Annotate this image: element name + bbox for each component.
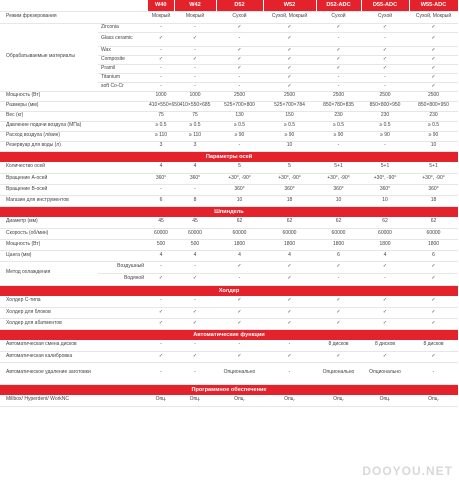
table-row xyxy=(0,340,458,351)
value-cell: ✓ xyxy=(216,64,263,73)
value-cell: ✓ xyxy=(409,73,458,82)
row-label: Расход воздуха (л/мин) xyxy=(0,131,148,141)
value-cell: ≥ 90 xyxy=(216,131,263,141)
material-name: Pramil xyxy=(98,64,148,73)
value-cell: ✓ xyxy=(361,46,409,55)
value-cell: 62 xyxy=(216,217,263,228)
value-cell: ✓ xyxy=(316,307,361,318)
value-cell: +30°, -90° xyxy=(216,173,263,184)
row-label: Холдер для абатментов xyxy=(0,318,148,329)
row-label: Холдер для блоков xyxy=(0,307,148,318)
value-cell: - xyxy=(174,261,216,273)
value-cell: - xyxy=(361,82,409,91)
value-cell: - xyxy=(174,340,216,351)
cooling-row xyxy=(0,261,458,273)
value-cell: Мокрый xyxy=(148,11,174,23)
value-cell: Опц. xyxy=(216,395,263,406)
value-cell: - xyxy=(316,73,361,82)
value-cell: 500 xyxy=(174,239,216,250)
value-cell: 130 xyxy=(216,111,263,121)
value-cell: ≥ 0.5 xyxy=(216,121,263,131)
value-cell: ✓ xyxy=(216,318,263,329)
value-cell: 10 xyxy=(216,195,263,206)
value-cell: 6 xyxy=(148,195,174,206)
value-cell: ✓ xyxy=(174,32,216,46)
value-cell: ≥ 0.5 xyxy=(263,121,316,131)
value-cell: - xyxy=(216,73,263,82)
value-cell: ✓ xyxy=(361,23,409,32)
value-cell: ✓ xyxy=(263,55,316,64)
table-row xyxy=(0,318,458,329)
value-cell: 75 xyxy=(148,111,174,121)
table-row xyxy=(0,121,458,131)
value-cell: 360° xyxy=(263,184,316,195)
value-cell: ✓ xyxy=(263,273,316,285)
value-cell: ✓ xyxy=(409,307,458,318)
value-cell: 60000 xyxy=(409,228,458,239)
value-cell: - xyxy=(361,273,409,285)
row-label: Размеры (мм) xyxy=(0,101,148,111)
value-cell: ✓ xyxy=(216,46,263,55)
value-cell: ✓ xyxy=(148,307,174,318)
value-cell: ✓ xyxy=(263,32,316,46)
value-cell: 8 xyxy=(174,195,216,206)
header-empty xyxy=(0,0,148,11)
value-cell: ✓ xyxy=(409,318,458,329)
value-cell: ✓ xyxy=(409,46,458,55)
value-cell: +30°, -90° xyxy=(409,173,458,184)
value-cell: ✓ xyxy=(263,23,316,32)
table-row xyxy=(0,296,458,307)
table-row xyxy=(0,351,458,362)
value-cell: Опц. xyxy=(409,395,458,406)
value-cell: ✓ xyxy=(216,307,263,318)
value-cell: 60000 xyxy=(174,228,216,239)
value-cell: ✓ xyxy=(216,55,263,64)
value-cell: 360° xyxy=(148,173,174,184)
value-cell: 2500 xyxy=(409,91,458,101)
value-cell: Опционально xyxy=(361,362,409,384)
value-cell: ✓ xyxy=(316,55,361,64)
value-cell: 3 xyxy=(148,141,174,151)
value-cell: - xyxy=(216,82,263,91)
section-row xyxy=(0,285,458,296)
value-cell: - xyxy=(263,340,316,351)
value-cell: 4 xyxy=(216,250,263,261)
section-row xyxy=(0,206,458,217)
value-cell: ✓ xyxy=(216,23,263,32)
value-cell: 4 xyxy=(361,250,409,261)
table-row xyxy=(0,307,458,318)
value-cell: 10 xyxy=(409,141,458,151)
value-cell: ✓ xyxy=(316,261,361,273)
value-cell: 1000 xyxy=(148,91,174,101)
value-cell: 150 xyxy=(263,111,316,121)
value-cell: Опц. xyxy=(174,395,216,406)
value-cell: ✓ xyxy=(216,261,263,273)
value-cell: ✓ xyxy=(409,273,458,285)
section-row xyxy=(0,151,458,162)
section-row xyxy=(0,329,458,340)
value-cell: 4 xyxy=(174,250,216,261)
value-cell: 4 xyxy=(148,162,174,173)
value-cell: 230 xyxy=(361,111,409,121)
section-title: Холдер xyxy=(0,285,458,296)
row-label: Мощность (Вт) xyxy=(0,239,148,250)
value-cell: ✓ xyxy=(148,318,174,329)
value-cell: 4 xyxy=(263,250,316,261)
materials-label: Обрабатываемые материалы xyxy=(0,23,98,91)
table-row xyxy=(0,101,458,111)
value-cell: 3 xyxy=(174,141,216,151)
value-cell: - xyxy=(316,82,361,91)
value-cell: 45 xyxy=(148,217,174,228)
header-model: W55-ADC xyxy=(409,0,458,11)
value-cell: ≥ 0.5 xyxy=(409,121,458,131)
value-cell: 60000 xyxy=(263,228,316,239)
value-cell: 1800 xyxy=(361,239,409,250)
table-row xyxy=(0,195,458,206)
section-title: Шпиндель xyxy=(0,206,458,217)
value-cell: - xyxy=(148,23,174,32)
value-cell: - xyxy=(174,184,216,195)
row-label: Мощность (Вт) xyxy=(0,91,148,101)
value-cell: 10 xyxy=(316,195,361,206)
material-row xyxy=(0,23,458,32)
value-cell: 2500 xyxy=(216,91,263,101)
material-name: Zirconia xyxy=(98,23,148,32)
value-cell: Сухой, Мокрый xyxy=(263,11,316,23)
material-name: Glass ceramic xyxy=(98,32,148,46)
row-label: Холдер C-типа xyxy=(0,296,148,307)
value-cell: 1800 xyxy=(409,239,458,250)
value-cell: Опц. xyxy=(148,395,174,406)
value-cell: 60000 xyxy=(361,228,409,239)
value-cell: ✓ xyxy=(361,318,409,329)
value-cell: 18 xyxy=(263,195,316,206)
value-cell: ≥ 0.5 xyxy=(174,121,216,131)
value-cell: - xyxy=(409,362,458,384)
section-title: Автоматические функции xyxy=(0,329,458,340)
value-cell: ≥ 0.5 xyxy=(316,121,361,131)
value-cell: 2500 xyxy=(316,91,361,101)
value-cell: 45 xyxy=(174,217,216,228)
row-label: Автоматическая смена дисков xyxy=(0,340,148,351)
value-cell: ✓ xyxy=(409,32,458,46)
value-cell: +30°, -90° xyxy=(263,173,316,184)
row-label: Режим фрезерования xyxy=(0,11,148,23)
value-cell: 850×800×950 xyxy=(409,101,458,111)
value-cell: - xyxy=(148,82,174,91)
value-cell: 8 дисков xyxy=(361,340,409,351)
value-cell: 60000 xyxy=(148,228,174,239)
value-cell: - xyxy=(316,141,361,151)
value-cell: ✓ xyxy=(263,307,316,318)
value-cell: Мокрый xyxy=(174,11,216,23)
value-cell: - xyxy=(148,184,174,195)
table-row xyxy=(0,111,458,121)
table-row xyxy=(0,250,458,261)
value-cell: 60000 xyxy=(216,228,263,239)
row-label: Вращение В-осей xyxy=(0,184,148,195)
value-cell: ✓ xyxy=(361,307,409,318)
value-cell: Сухой, Мокрый xyxy=(409,11,458,23)
value-cell: ✓ xyxy=(361,64,409,73)
value-cell: 5+1 xyxy=(361,162,409,173)
value-cell: - xyxy=(148,340,174,351)
value-cell: ✓ xyxy=(361,261,409,273)
value-cell: - xyxy=(216,141,263,151)
value-cell: 5 xyxy=(216,162,263,173)
value-cell: ✓ xyxy=(148,55,174,64)
value-cell: - xyxy=(263,362,316,384)
header-model: W40 xyxy=(148,0,174,11)
value-cell: +30°, -90° xyxy=(316,173,361,184)
value-cell: ≥ 110 xyxy=(148,131,174,141)
row-label: Давление подачи воздуха (МПа) xyxy=(0,121,148,131)
value-cell: 5 xyxy=(263,162,316,173)
value-cell: 230 xyxy=(316,111,361,121)
material-name: Wax xyxy=(98,46,148,55)
value-cell: - xyxy=(174,73,216,82)
value-cell: ✓ xyxy=(316,296,361,307)
value-cell: +30°, -90° xyxy=(361,173,409,184)
row-label: Диаметр (мм) xyxy=(0,217,148,228)
table-row xyxy=(0,217,458,228)
value-cell: ✓ xyxy=(148,32,174,46)
value-cell: 10 xyxy=(263,141,316,151)
value-cell: 410×550×685 xyxy=(174,101,216,111)
value-cell: 8 дисков xyxy=(316,340,361,351)
value-cell: ≥ 0.5 xyxy=(148,121,174,131)
value-cell: ✓ xyxy=(263,82,316,91)
value-cell: 360° xyxy=(409,184,458,195)
section-title: Параметры осей xyxy=(0,151,458,162)
value-cell: 4 xyxy=(174,162,216,173)
table-row xyxy=(0,11,458,23)
value-cell: ✓ xyxy=(409,23,458,32)
value-cell: - xyxy=(361,141,409,151)
table-row xyxy=(0,141,458,151)
header-model: D52 xyxy=(216,0,263,11)
value-cell: Сухой xyxy=(316,11,361,23)
value-cell: ✓ xyxy=(361,55,409,64)
row-label: Магазин для инструментов xyxy=(0,195,148,206)
value-cell: - xyxy=(174,296,216,307)
value-cell: 60000 xyxy=(316,228,361,239)
value-cell: 4 xyxy=(148,250,174,261)
value-cell: - xyxy=(316,32,361,46)
value-cell: - xyxy=(216,340,263,351)
value-cell: 62 xyxy=(409,217,458,228)
value-cell: ✓ xyxy=(409,82,458,91)
value-cell: 525×700×784 xyxy=(263,101,316,111)
value-cell: ✓ xyxy=(148,273,174,285)
table-row xyxy=(0,362,458,384)
value-cell: - xyxy=(316,273,361,285)
value-cell: ≥ 90 xyxy=(316,131,361,141)
value-cell: ✓ xyxy=(409,351,458,362)
value-cell: 6 xyxy=(316,250,361,261)
value-cell: ✓ xyxy=(174,55,216,64)
value-cell: 360° xyxy=(361,184,409,195)
value-cell: ≥ 0.5 xyxy=(361,121,409,131)
value-cell: ✓ xyxy=(263,296,316,307)
material-name: Composite xyxy=(98,55,148,64)
value-cell: ✓ xyxy=(216,296,263,307)
value-cell: ✓ xyxy=(316,46,361,55)
row-label: Millbox/ Hyperdent/ WorkNC xyxy=(0,395,148,406)
value-cell: ✓ xyxy=(263,351,316,362)
value-cell: 10 xyxy=(361,195,409,206)
value-cell: 525×700×800 xyxy=(216,101,263,111)
value-cell: ✓ xyxy=(409,55,458,64)
value-cell: Опц. xyxy=(361,395,409,406)
value-cell: - xyxy=(174,46,216,55)
value-cell: 410×550×650 xyxy=(148,101,174,111)
table-row xyxy=(0,239,458,250)
value-cell: ≥ 110 xyxy=(174,131,216,141)
value-cell: - xyxy=(174,362,216,384)
value-cell: - xyxy=(148,261,174,273)
header-model: D55-ADC xyxy=(361,0,409,11)
value-cell: - xyxy=(361,73,409,82)
row-label: Автоматическая калибровка xyxy=(0,351,148,362)
value-cell: ✓ xyxy=(263,46,316,55)
value-cell: ✓ xyxy=(174,273,216,285)
row-label: Автоматическое удаление заготовки xyxy=(0,362,148,384)
value-cell: 8 дисков xyxy=(409,340,458,351)
value-cell: Сухой xyxy=(361,11,409,23)
value-cell: ✓ xyxy=(263,64,316,73)
cooling-type: Водяной xyxy=(98,273,148,285)
table-row xyxy=(0,184,458,195)
header-model: W52 xyxy=(263,0,316,11)
value-cell: - xyxy=(148,73,174,82)
value-cell: - xyxy=(148,64,174,73)
table-row xyxy=(0,162,458,173)
value-cell: ✓ xyxy=(409,261,458,273)
value-cell: ✓ xyxy=(148,351,174,362)
row-label: Вращение А-осей xyxy=(0,173,148,184)
value-cell: 850×800×950 xyxy=(361,101,409,111)
section-title: Программное обеспечение xyxy=(0,384,458,395)
value-cell: 5+1 xyxy=(316,162,361,173)
header-model: W42 xyxy=(174,0,216,11)
watermark: DOOYOU.NET xyxy=(362,464,453,478)
value-cell: 1800 xyxy=(316,239,361,250)
value-cell: - xyxy=(174,64,216,73)
value-cell: Опционально xyxy=(316,362,361,384)
value-cell: - xyxy=(148,362,174,384)
section-row xyxy=(0,384,458,395)
value-cell: ✓ xyxy=(361,296,409,307)
value-cell: 62 xyxy=(361,217,409,228)
value-cell: 1000 xyxy=(174,91,216,101)
row-label: Вес (кг) xyxy=(0,111,148,121)
value-cell: 75 xyxy=(174,111,216,121)
row-label: Количество осей xyxy=(0,162,148,173)
value-cell: Опционально xyxy=(216,362,263,384)
cooling-label: Метод охлаждения xyxy=(0,261,98,285)
table-row xyxy=(0,228,458,239)
material-name: Titanium xyxy=(98,73,148,82)
value-cell: ≥ 90 xyxy=(263,131,316,141)
value-cell: - xyxy=(174,82,216,91)
table-row xyxy=(0,395,458,406)
header-model: D52-ADC xyxy=(316,0,361,11)
value-cell: - xyxy=(216,273,263,285)
value-cell: - xyxy=(361,32,409,46)
value-cell: ✓ xyxy=(174,318,216,329)
value-cell: 500 xyxy=(148,239,174,250)
value-cell: 5+1 xyxy=(409,162,458,173)
cooling-type: Воздушный xyxy=(98,261,148,273)
value-cell: 6 xyxy=(409,250,458,261)
value-cell: - xyxy=(174,23,216,32)
value-cell: ✓ xyxy=(263,318,316,329)
row-label: Скорость (об/мин) xyxy=(0,228,148,239)
value-cell: 1800 xyxy=(263,239,316,250)
value-cell: ≥ 90 xyxy=(361,131,409,141)
value-cell: ✓ xyxy=(263,261,316,273)
value-cell: ✓ xyxy=(316,64,361,73)
value-cell: ≥ 90 xyxy=(409,131,458,141)
value-cell: 1800 xyxy=(216,239,263,250)
value-cell: Опц. xyxy=(263,395,316,406)
value-cell: Сухой xyxy=(216,11,263,23)
value-cell: ✓ xyxy=(263,73,316,82)
value-cell: Опц. xyxy=(316,395,361,406)
value-cell: 230 xyxy=(409,111,458,121)
value-cell: 360° xyxy=(316,184,361,195)
table-row xyxy=(0,91,458,101)
row-label: Резервуар для воды (л) xyxy=(0,141,148,151)
value-cell: 62 xyxy=(263,217,316,228)
value-cell: - xyxy=(148,46,174,55)
header-row xyxy=(0,0,458,11)
value-cell: 850×780×835 xyxy=(316,101,361,111)
value-cell: 360° xyxy=(174,173,216,184)
value-cell: 2500 xyxy=(263,91,316,101)
value-cell: - xyxy=(216,32,263,46)
value-cell: - xyxy=(148,296,174,307)
table-row xyxy=(0,173,458,184)
value-cell: 360° xyxy=(216,184,263,195)
value-cell: ✓ xyxy=(409,64,458,73)
value-cell: ✓ xyxy=(316,318,361,329)
value-cell: 2500 xyxy=(361,91,409,101)
table-row xyxy=(0,131,458,141)
row-label: Цанга (мм) xyxy=(0,250,148,261)
value-cell: ✓ xyxy=(174,351,216,362)
value-cell: ✓ xyxy=(216,351,263,362)
value-cell: ✓ xyxy=(316,23,361,32)
material-name: soft Co-Cr xyxy=(98,82,148,91)
value-cell: ✓ xyxy=(361,351,409,362)
value-cell: ✓ xyxy=(316,351,361,362)
value-cell: ✓ xyxy=(409,296,458,307)
value-cell: ✓ xyxy=(174,307,216,318)
value-cell: 18 xyxy=(409,195,458,206)
value-cell: 62 xyxy=(316,217,361,228)
